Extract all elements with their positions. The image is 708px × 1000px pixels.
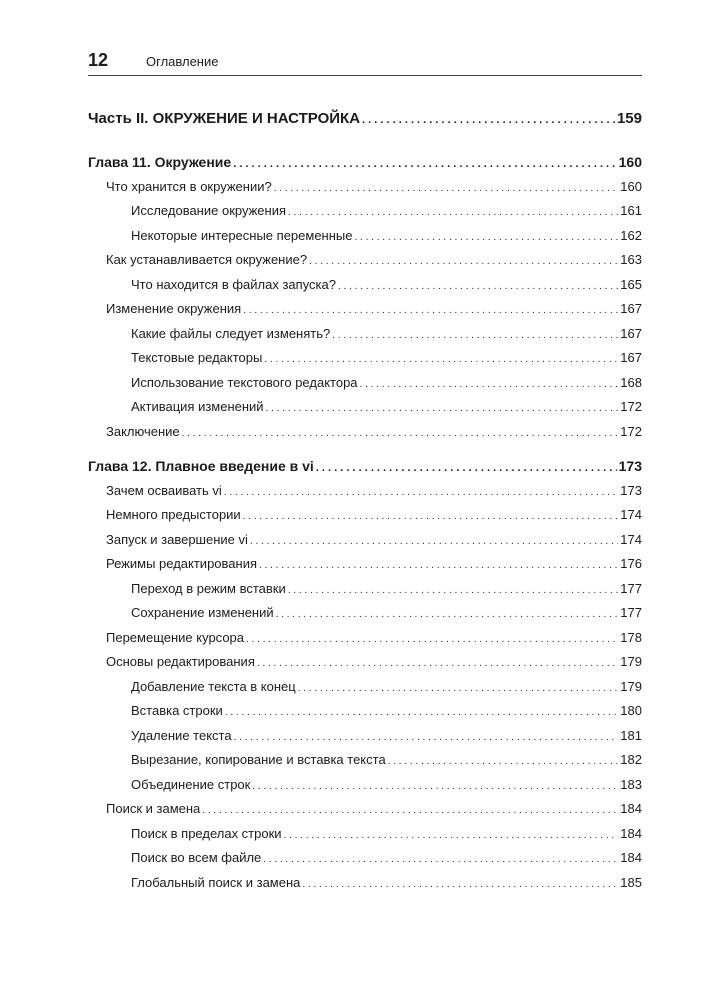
toc-entry-page: 167 — [620, 326, 642, 341]
toc-entry — [88, 630, 642, 645]
toc-entry-title: Изменение окружения — [106, 301, 242, 316]
toc-entry-title: Переход в режим вставки — [131, 581, 286, 596]
toc-entry-title: Режимы редактирования — [106, 556, 258, 571]
dot-leader — [202, 805, 618, 816]
dot-leader — [182, 428, 619, 439]
toc-entry-page: 160 — [618, 154, 642, 170]
dot-leader — [252, 781, 618, 792]
toc-entry — [88, 301, 642, 316]
toc-entry — [88, 483, 642, 498]
dot-leader — [225, 707, 619, 718]
toc-entry — [88, 875, 642, 890]
toc-entry — [88, 679, 642, 694]
dot-leader — [233, 158, 616, 170]
toc-entry-title: Поиск в пределах строки — [131, 826, 282, 841]
toc-entry-page: 177 — [620, 605, 642, 620]
toc-entry-page: 174 — [620, 532, 642, 547]
toc-entry-title: Активация изменений — [131, 399, 264, 414]
toc-entry-page: 180 — [620, 703, 642, 718]
toc-entry-page: 177 — [620, 581, 642, 596]
dot-leader — [298, 683, 619, 694]
toc-entry-title: Поиск во всем файле — [131, 850, 262, 865]
dot-leader — [309, 256, 618, 267]
toc-entry-title: Что хранится в окружении? — [106, 179, 272, 194]
dot-leader — [263, 854, 618, 865]
toc-entry — [88, 826, 642, 841]
toc-entry — [88, 424, 642, 439]
dot-leader — [338, 281, 618, 292]
dot-leader — [316, 462, 617, 474]
header-rule — [88, 75, 642, 76]
toc-entry-title: Перемещение курсора — [106, 630, 245, 645]
toc-entry — [88, 556, 642, 571]
toc-entry-page: 184 — [620, 850, 642, 865]
toc-entry-title: Заключение — [106, 424, 180, 439]
toc-entry — [88, 326, 642, 341]
toc-entry — [88, 703, 642, 718]
toc-entry-title: Поиск и замена — [106, 801, 201, 816]
toc-entry — [88, 532, 642, 547]
toc-entry-title: Добавление текста в конец — [131, 679, 296, 694]
toc-entry-page: 179 — [620, 654, 642, 669]
dot-leader — [243, 511, 619, 522]
toc-entry-page: 168 — [620, 375, 642, 390]
dot-leader — [234, 732, 619, 743]
toc-entry-page: 181 — [620, 728, 642, 743]
toc-entry-page: 173 — [618, 458, 642, 474]
toc-entry — [88, 203, 642, 218]
toc-entry-title: Объединение строк — [131, 777, 251, 792]
page-header — [88, 50, 642, 76]
dot-leader — [284, 830, 619, 841]
toc-entry-title: Зачем осваивать vi — [106, 483, 222, 498]
page-number: 12 — [88, 50, 109, 70]
toc-entry — [88, 581, 642, 596]
toc-entry — [88, 228, 642, 243]
dot-leader — [288, 585, 619, 596]
toc-entry-page: 182 — [620, 752, 642, 767]
dot-leader — [288, 207, 618, 218]
toc-entry — [88, 850, 642, 865]
toc-entry-page: 184 — [620, 826, 642, 841]
toc-entry — [88, 654, 642, 669]
dot-leader — [388, 756, 619, 767]
dot-leader — [332, 330, 618, 341]
toc-entry — [88, 154, 642, 170]
toc-entry-title: Основы редактирования — [106, 654, 255, 669]
toc-entry-title: Сохранение изменений — [131, 605, 274, 620]
toc-entry-title: Глава 12. Плавное введение в vi — [88, 458, 314, 474]
toc-entry — [88, 179, 642, 194]
toc-entry-page: 179 — [620, 679, 642, 694]
dot-leader — [224, 487, 619, 498]
toc-entry — [88, 801, 642, 816]
toc-entry-page: 160 — [620, 179, 642, 194]
toc-entry — [88, 728, 642, 743]
toc-entry-page: 163 — [620, 252, 642, 267]
toc-entry-title: Часть II. ОКРУЖЕНИЕ И НАСТРОЙКА — [88, 110, 361, 127]
toc-entry-page: 176 — [620, 556, 642, 571]
toc-entry-title: Некоторые интересные переменные — [131, 228, 353, 243]
dot-leader — [276, 609, 619, 620]
toc-entry-page: 173 — [620, 483, 642, 498]
toc-entry — [88, 399, 642, 414]
toc-entry — [88, 605, 642, 620]
toc-entry-page: 167 — [620, 350, 642, 365]
toc-entry-title: Текстовые редакторы — [131, 350, 263, 365]
dot-leader — [243, 305, 618, 316]
toc-entry-title: Вставка строки — [131, 703, 223, 718]
dot-leader — [257, 658, 618, 669]
toc-entry — [88, 252, 642, 267]
toc-entry-page: 184 — [620, 801, 642, 816]
dot-leader — [264, 354, 618, 365]
toc-entry-title: Как устанавливается окружение? — [106, 252, 308, 267]
toc-entry — [88, 752, 642, 767]
toc-entry-title: Какие файлы следует изменять? — [131, 326, 331, 341]
dot-leader — [266, 403, 619, 414]
toc-entry-title: Вырезание, копирование и вставка текста — [131, 752, 386, 767]
toc-entry-page: 162 — [620, 228, 642, 243]
toc-entry-page: 174 — [620, 507, 642, 522]
toc-entry — [88, 350, 642, 365]
toc-entry-title: Использование текстового редактора — [131, 375, 358, 390]
toc-entry-page: 172 — [620, 399, 642, 414]
dot-leader — [246, 634, 618, 645]
toc-entry — [88, 375, 642, 390]
toc-entry-page: 165 — [620, 277, 642, 292]
dot-leader — [302, 879, 618, 890]
toc-entry-page: 183 — [620, 777, 642, 792]
dot-leader — [354, 232, 618, 243]
toc-entry — [88, 277, 642, 292]
toc-entry — [88, 777, 642, 792]
toc-entry — [88, 110, 642, 127]
toc-entry-page: 159 — [616, 110, 642, 127]
toc-entry-page: 172 — [620, 424, 642, 439]
toc-entry-page: 167 — [620, 301, 642, 316]
toc-entry — [88, 458, 642, 474]
dot-leader — [362, 114, 615, 126]
toc-entry-title: Исследование окружения — [131, 203, 287, 218]
toc-entry — [88, 507, 642, 522]
dot-leader — [274, 183, 619, 194]
toc-entry-title: Немного предыстории — [106, 507, 241, 522]
toc-entry-title: Что находится в файлах запуска? — [131, 277, 336, 292]
dot-leader — [259, 560, 618, 571]
dot-leader — [360, 379, 619, 390]
toc-entry-title: Глава 11. Окружение — [88, 154, 232, 170]
running-title: Оглавление — [146, 54, 219, 69]
dot-leader — [250, 536, 618, 547]
toc-entry-page: 178 — [620, 630, 642, 645]
toc-entry-page: 185 — [620, 875, 642, 890]
toc-entry-title: Запуск и завершение vi — [106, 532, 248, 547]
toc-entry-title: Глобальный поиск и замена — [131, 875, 301, 890]
toc-entry-title: Удаление текста — [131, 728, 232, 743]
toc-entry-page: 161 — [620, 203, 642, 218]
